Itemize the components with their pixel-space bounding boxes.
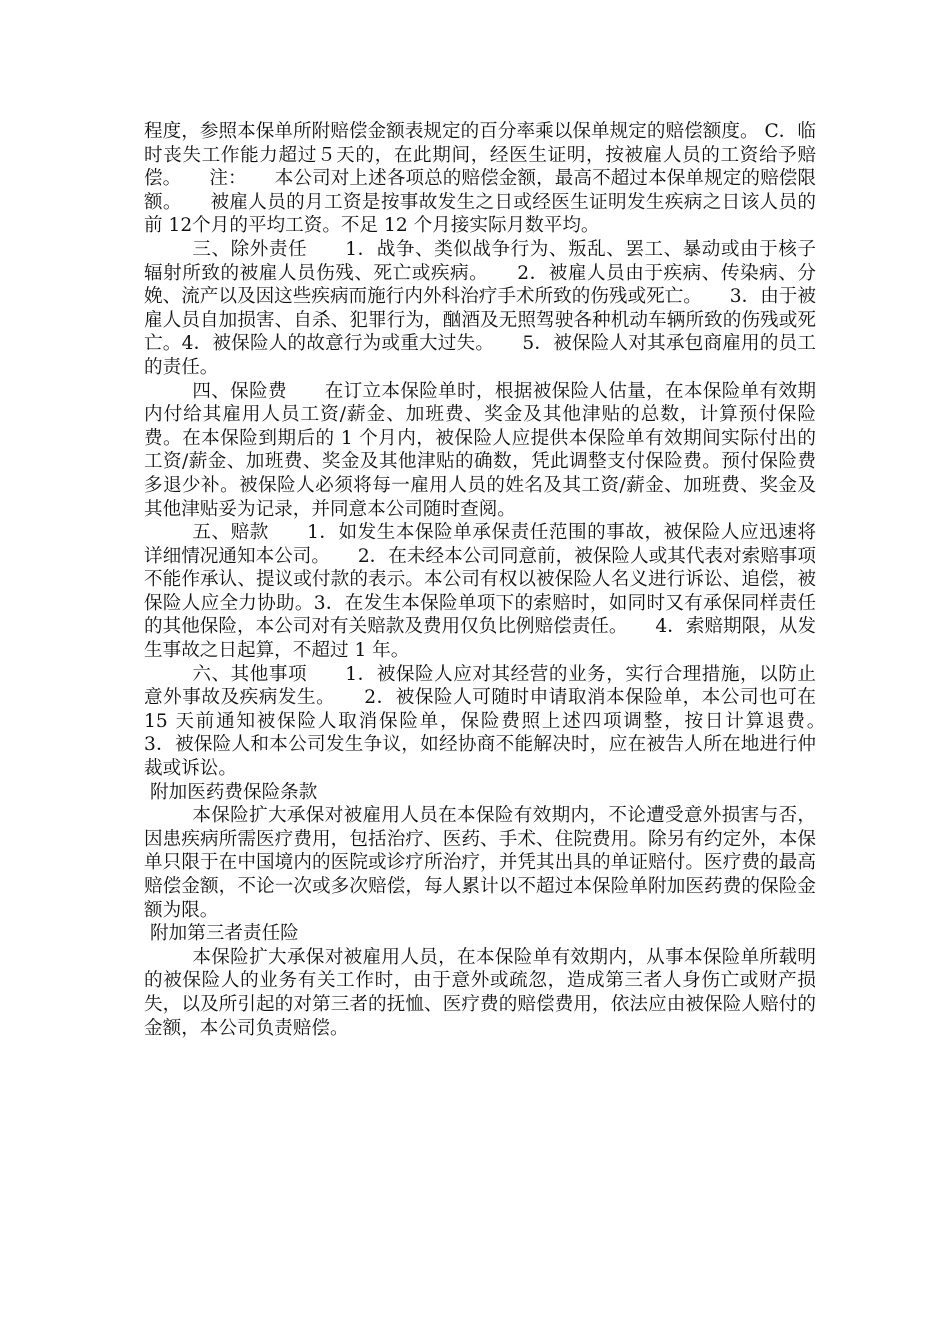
paragraph-exclusions: 三、除外责任 1．战争、类似战争行为、叛乱、罢工、暴动或由于核子辐射所致的被雇人员伤残、死亡或疾病。 2．被雇人员由于疾病、传染病、分娩、流产以及因这些疾病而施行内外科治疗手术所致的伤残或死亡。 3．由于被雇人员自加损害、自杀、犯罪行为，酗酒及无照驾驶各种机动车辆所致的伤残或死亡。4．被保险人的故意行为或重大过失。 5．被保险人对其承包商雇用的员工的责任。 <box>144 238 816 378</box>
paragraph-medical: 本保险扩大承保对被雇用人员在本保险有效期内，不论遭受意外损害与否，因患疾病所需医疗费用，包括治疗、医药、手术、住院费用。除另有约定外，本保单只限于在中国境内的医院或诊疗所治疗，并凭其出具的单证赔付。医疗费的最高赔偿金额，不论一次或多次赔偿，每人累计以不超过本保险单附加医药费的保险金额为限。 <box>144 805 816 921</box>
paragraph-third-party: 本保险扩大承保对被雇用人员，在本保险单有效期内，从事本保险单所载明的被保险人的业务有关工作时，由于意外或疏忽，造成第三者人身伤亡或财产损失，以及所引起的对第三者的抚恤、医疗费的赔偿费用，依法应由被保险人赔付的金额，本公司负责赔偿。 <box>144 946 816 1039</box>
paragraph-premium: 四、保险费 在订立本保险单时，根据被保险人估量，在本保险单有效期内付给其雇用人员工资/薪金、加班费、奖金及其他津贴的总数，计算预付保险费。在本保险到期后的 1 个月内，被保险人应提供本保险单有效期间实际付出的工资/薪金、加班费、奖金及其他津贴的确数，凭此调整支付保险费。预付保险费多退少补。被保险人必须将每一雇用人员的姓名及其工资/薪金、加班费、奖金及其他津贴妥为记录，并同意本公司随时查阅。 <box>144 380 816 520</box>
paragraph-other-matters: 六、其他事项 1．被保险人应对其经营的业务，实行合理措施，以防止意外事故及疾病发生。 2．被保险人可随时申请取消本保险单，本公司也可在 15 天前通知被保险人取消保险单，保险费照上述四项调整，按日计算退费。 3．被保险人和本公司发生争议，如经协商不能解决时，应在被告人所在地进行仲裁或诉讼。 <box>144 663 854 780</box>
document-page <box>144 120 854 1040</box>
section-heading-medical: 附加医药费保险条款 <box>150 781 318 803</box>
paragraph-continuation: 程度，参照本保单所附赔偿金额表规定的百分率乘以保单规定的赔偿额度。 C．临时丧失工作能力超过５天的，在此期间，经医生证明，按被雇人员的工资给予赔偿。 注： 本公司对上述各项总的赔偿金额，最高不超过本保单规定的赔偿限额。 被雇人员的月工资是按事故发生之日或经医生证明发生疾病之日该人员的前 12个月的平均工资。不足 12 个月接实际月数平均。 <box>144 121 816 237</box>
section-heading-third-party: 附加第三者责任险 <box>150 923 299 945</box>
paragraph-claims: 五、赔款 1．如发生本保险单承保责任范围的事故，被保险人应迅速将详细情况通知本公司。 2．在未经本公司同意前，被保险人或其代表对索赔事项不能作承认、提议或付款的表示。本公司有权以被保险人名义进行诉讼、追偿，被保险人应全力协助。3．在发生本保险单项下的索赔时，如同时又有承保同样责任的其他保险，本公司对有关赔款及费用仅负比例赔偿责任。 4．索赔期限，从发生事故之日起算，不超过 1 年。 <box>144 522 816 662</box>
